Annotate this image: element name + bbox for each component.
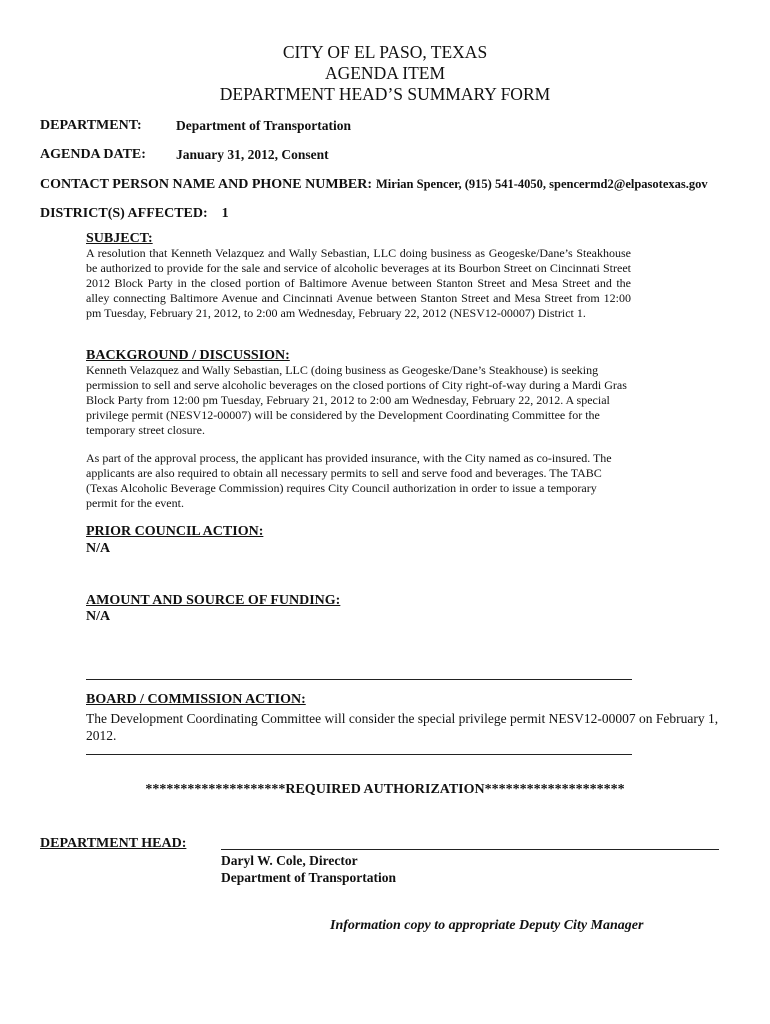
agenda-date-label: AGENDA DATE: [40, 147, 146, 162]
department-value: Department of Transportation [176, 118, 351, 133]
department-head-label: DEPARTMENT HEAD: [40, 836, 187, 851]
prior-council-action-value: N/A [86, 541, 111, 556]
funding-value: N/A [86, 609, 111, 624]
district-value: 1 [221, 206, 229, 221]
background-paragraph-1: Kenneth Velazquez and Wally Sebastian, LLC (doing business as Geogeske/Dane’s Steakhouse) is seeking permission to sell and serve alcoholic beverages on the closed portions of City right-of-way during a Mardi Gras Block Party from 12:00 pm Tuesday, February 21, 2012 to 2:00 am Wednesday, February 22, 2012. A special privilege permit (NESV12-00007) will be considered by the Development Coordinating Committee for the temporary street closure. [86, 363, 627, 437]
footer-note: Information copy to appropriate Deputy City Manager [330, 918, 644, 933]
divider-line [86, 679, 632, 680]
document-header [0, 42, 770, 105]
district-label: DISTRICT(S) AFFECTED: [40, 206, 208, 221]
header-city: CITY OF EL PASO, TEXAS [282, 42, 488, 62]
signature-line [221, 849, 719, 850]
contact-row [40, 175, 708, 193]
department-label: DEPARTMENT: [40, 118, 142, 133]
prior-council-action-title: PRIOR COUNCIL ACTION: [86, 524, 264, 539]
background-paragraph-2: As part of the approval process, the applicant has provided insurance, with the City named as co-insured. The applicants are also required to obtain all necessary permits to sell and serve food and beverages. The TABC (Texas Alcoholic Beverage Commission) requires City Council authorization in order to issue a temporary permit for the event. [86, 451, 612, 510]
contact-label: CONTACT PERSON NAME AND PHONE NUMBER: [40, 177, 372, 192]
board-action-title: BOARD / COMMISSION ACTION: [86, 692, 306, 707]
header-form-title: DEPARTMENT HEAD’S SUMMARY FORM [219, 84, 551, 104]
funding-title: AMOUNT AND SOURCE OF FUNDING: [86, 593, 341, 608]
district-row [40, 204, 229, 222]
contact-value: Mirian Spencer, (915) 541-4050, spencermd2@elpasotexas.gov [376, 177, 708, 191]
board-action-text: The Development Coordinating Committee will consider the special privilege permit NESV12-00007 on February 1, 2012. [86, 711, 719, 743]
required-authorization-banner: ********************REQUIRED AUTHORIZATION******************** [145, 782, 625, 797]
background-title: BACKGROUND / DISCUSSION: [86, 348, 290, 363]
agenda-date-value: January 31, 2012, Consent [176, 147, 329, 162]
divider-line [86, 754, 632, 755]
subject-title: SUBJECT: [86, 231, 153, 246]
subject-text: A resolution that Kenneth Velazquez and Wally Sebastian, LLC doing business as Geogeske/Dane’s Steakhouse be authorized to provide for the sale and service of alcoholic beverages at its Bourbon Street on Cincinnati Street 2012 Block Party in the closed portion of Baltimore Avenue between Stanton Street and Mesa Street and the alley connecting Baltimore Avenue and Cincinnati Avenue between Stanton Street and Mesa Street from 12:00 pm Tuesday, February 21, 2012, to 2:00 am Wednesday, February 22, 2012 (NESV12-00007) District 1. [86, 246, 631, 320]
signer-department: Department of Transportation [221, 870, 396, 885]
signer-name: Daryl W. Cole, Director [221, 853, 358, 868]
header-agenda-item: AGENDA ITEM [324, 63, 446, 83]
